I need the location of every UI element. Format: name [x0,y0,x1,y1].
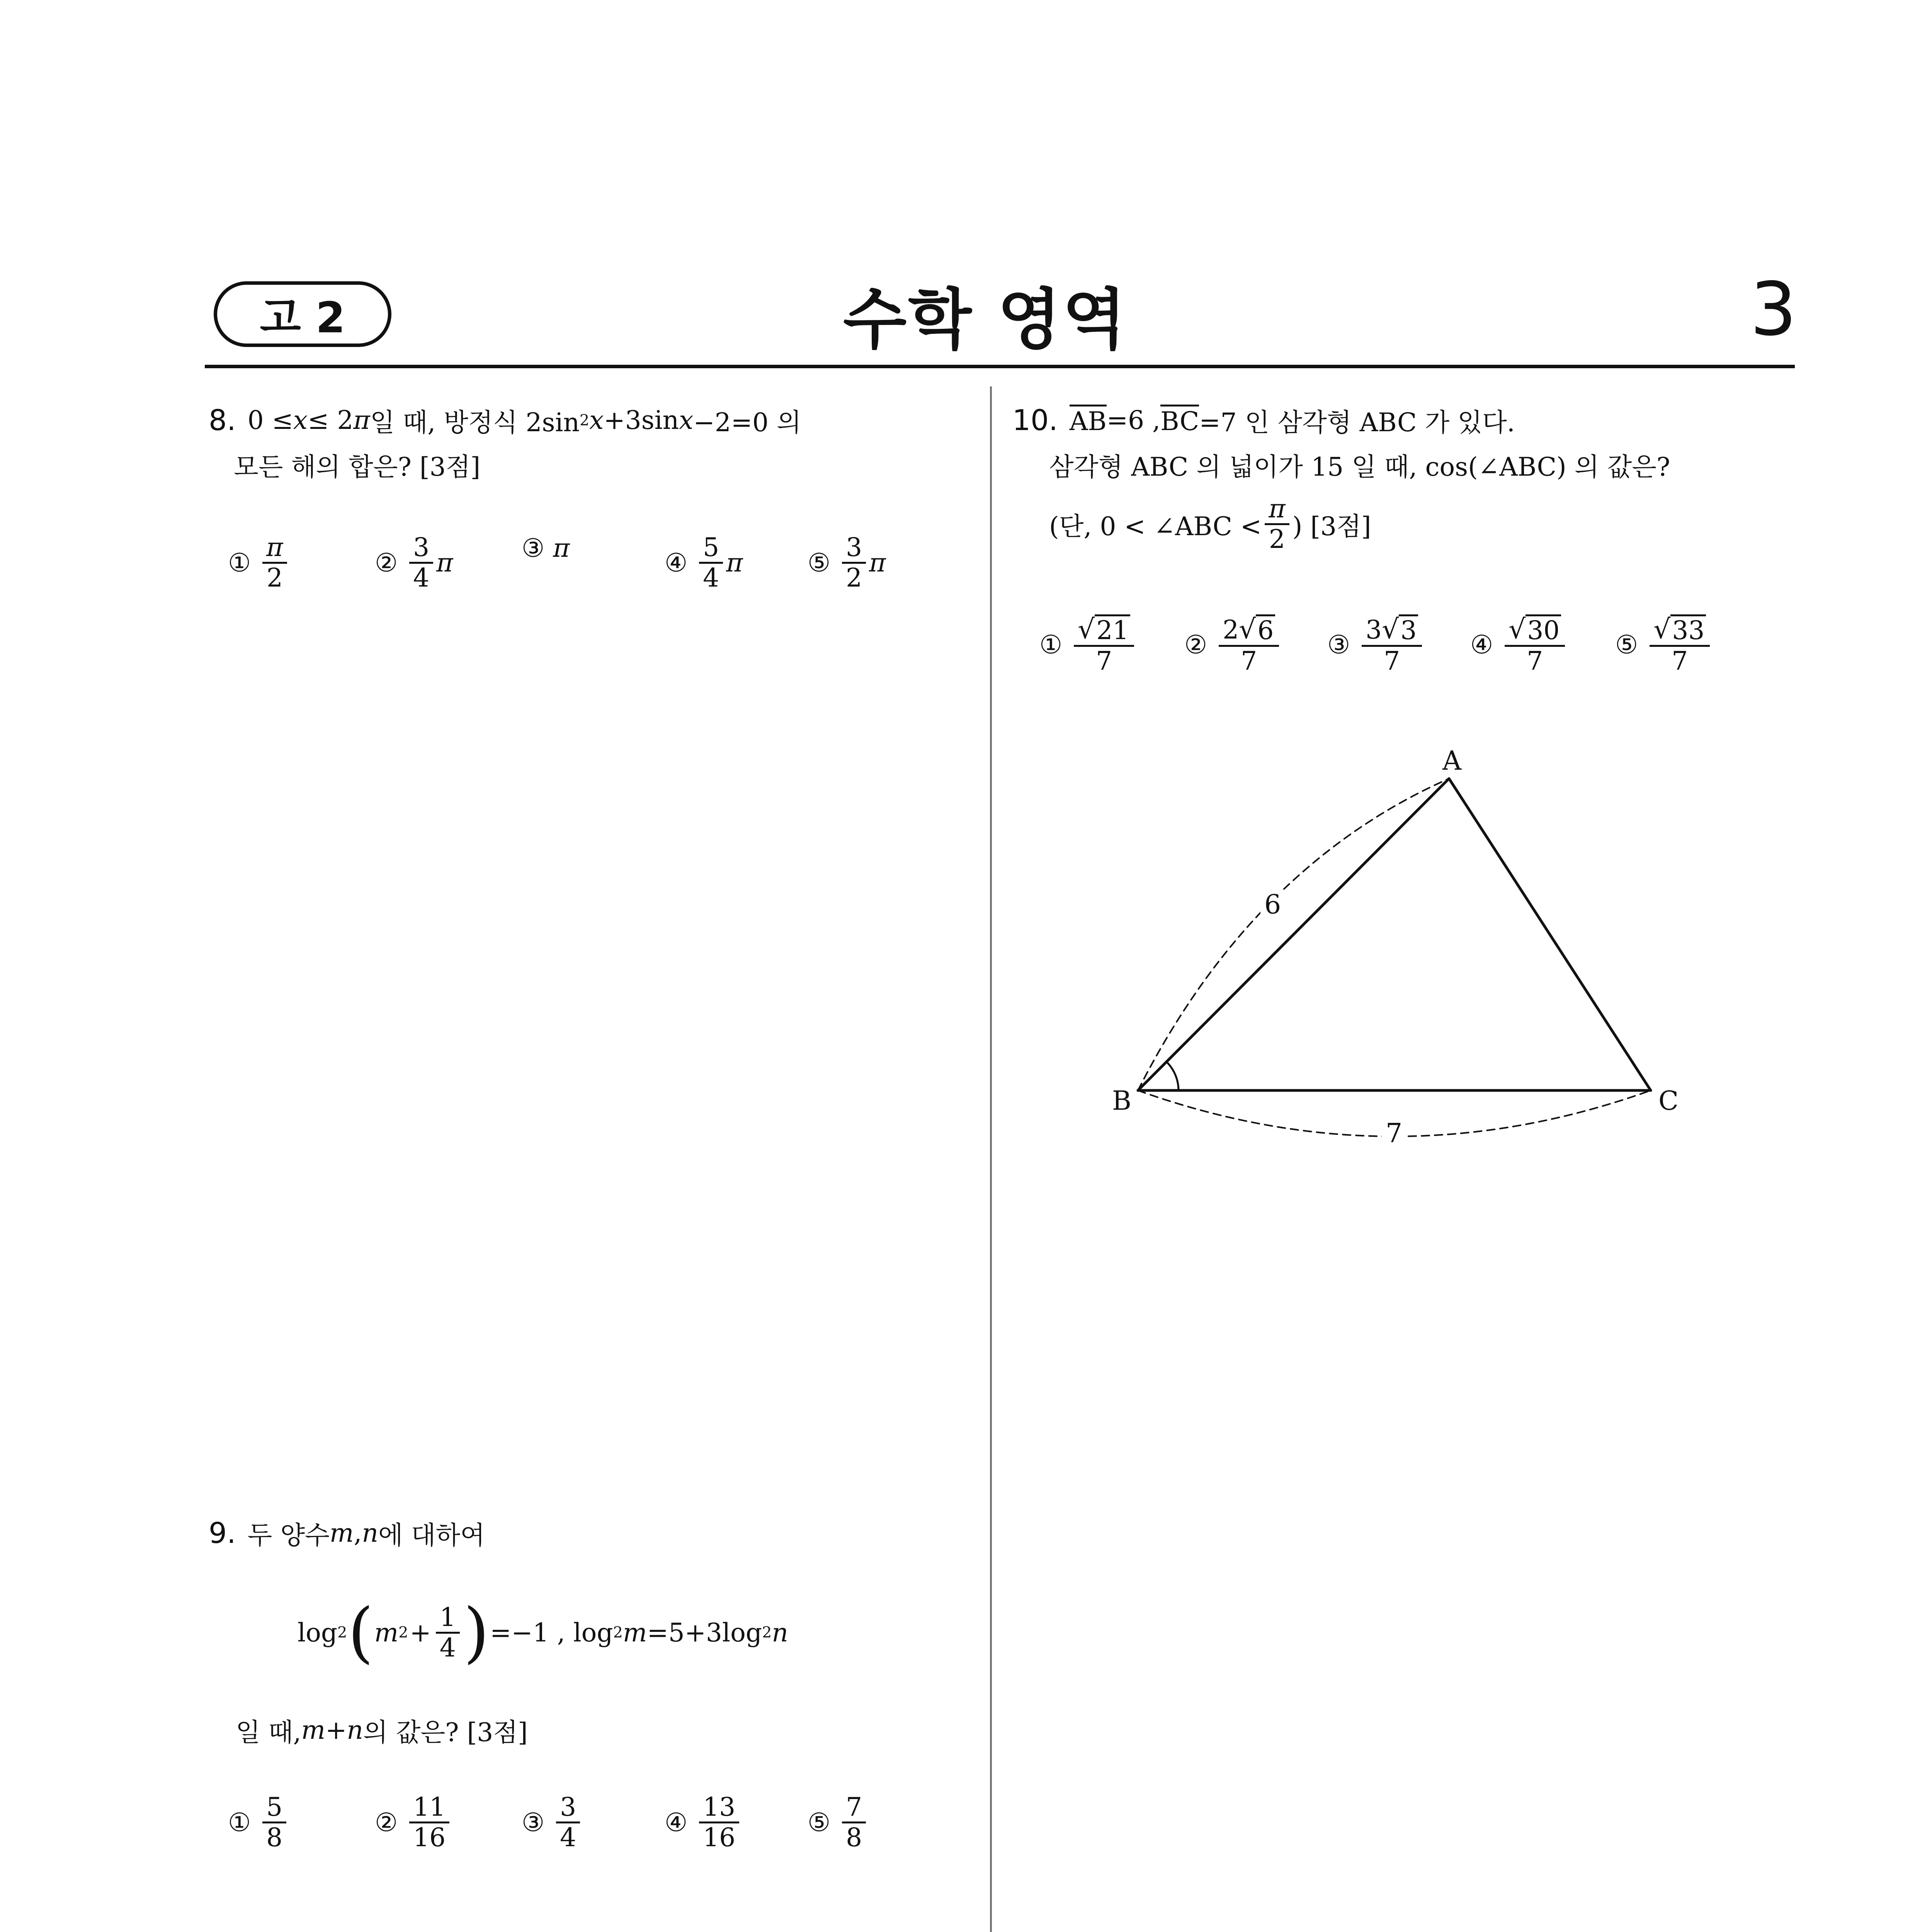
q8-var-x: x [589,405,604,435]
var-m: m [374,1617,399,1648]
choice-mark: ① [228,1807,251,1837]
fraction-den: 4 [439,1633,456,1663]
radicand: 21 [1095,614,1130,645]
q9-number: 9. [209,1516,236,1550]
choice-mark: ③ [522,1807,545,1837]
vertex-label-b: B [1112,1086,1131,1116]
fraction-num: 1 [436,1603,460,1634]
q9-var-m: m [329,1518,354,1548]
q9-text: 일 때, [236,1718,301,1747]
radicand: 33 [1670,614,1706,645]
fraction-den: 4 [703,563,719,593]
sqrt-icon: √ [1653,614,1671,645]
grade-badge-text: 고 2 [260,293,345,342]
q8-text: −2=0 의 [693,408,801,437]
q9-equation: log 2 ( m 2 + $\frac{1}{4}$ ) =−1 , log 2 m =5+3log 2 n [298,1594,788,1671]
coefficient: 3 [1366,615,1382,645]
q10-text: (단, 0 < ∠ABC < [1049,511,1262,541]
choice-mark: ④ [665,548,688,578]
fraction-den: 7 [1527,646,1543,676]
var-n: n [772,1617,788,1648]
var-m: m [622,1617,647,1648]
choice-mark: ③ [1327,630,1350,660]
q8-number: 8. [209,403,236,437]
choice-mark: ③ [522,533,545,563]
q8-text: ≤ 2 [308,405,354,435]
q8-text: 일 때, 방정식 2sin [370,408,580,437]
choice-mark: ⑤ [1615,630,1638,660]
equation-text: =5+3log [647,1617,762,1648]
segment-bc: BC [1160,405,1199,436]
side-label-ab: 6 [1264,889,1281,920]
fraction-den: 16 [413,1822,446,1852]
segment-ab: AB [1070,405,1107,436]
choice-mark: ④ [665,1807,688,1837]
choice-mark: ⑤ [808,1807,831,1837]
fraction-den: 16 [703,1822,736,1852]
q8-text: +3sin [604,405,679,435]
pi-symbol: π [553,533,570,563]
q10-text: ) [3점] [1292,511,1371,541]
fraction-den: 7 [1241,646,1257,676]
sqrt-icon: √ [1239,614,1256,645]
angle-b-arc-icon [1167,1062,1179,1090]
pi-symbol: π [436,548,453,578]
fraction-num: π [262,533,287,564]
vertex-label-a: A [1442,746,1462,776]
sqrt-icon: √ [1509,614,1526,645]
fraction-num: 3 [409,533,433,564]
plus-sign: + [410,1617,431,1648]
choice-mark: ① [1039,630,1063,660]
equation-text: =−1 , log [490,1617,613,1648]
fraction-num: 5 [699,533,723,564]
q9-expr: m+n [301,1715,363,1745]
fraction-den: 8 [266,1822,283,1852]
q8-stem-line2: 모든 해의 합은? [3점] [234,452,481,482]
radicand: 30 [1526,614,1561,645]
q8-text: 0 ≤ [247,405,293,435]
choice-mark: ② [1184,630,1208,660]
q10-number: 10. [1012,403,1058,437]
page-number: 3 [1750,267,1797,352]
fraction-num: π [1265,495,1289,525]
fraction-num: 11 [409,1793,449,1823]
fraction-num: 7 [842,1793,866,1823]
fraction-den: 4 [413,563,430,593]
q8-pi: π [353,405,370,435]
sqrt-icon: √ [1382,614,1399,645]
fraction-num: 13 [699,1793,739,1823]
choice-mark: ① [228,548,251,578]
side-label-bc: 7 [1386,1118,1403,1149]
q8-stem-line1: 8. 0 ≤ x ≤ 2 π 일 때, 방정식 2sin 2 x +3sin x −2=0 의 [209,402,801,439]
radicand: 3 [1399,614,1418,645]
close-paren: ) [463,1594,490,1671]
choice-mark: ⑤ [808,548,831,578]
choice-mark: ② [375,1807,398,1837]
log-text: log [298,1617,338,1648]
coefficient: 2 [1223,615,1239,645]
fraction-num: 3 [556,1793,580,1823]
pi-symbol: π [869,548,886,578]
fraction-num: 5 [262,1793,286,1823]
fraction-den: 2 [1269,524,1285,554]
side-ac [1449,779,1651,1090]
q8-var-x: x [293,405,308,435]
fraction-den: 2 [266,563,283,593]
fraction-num: 3 [842,533,866,564]
q10-text: =6 , [1106,405,1161,435]
fraction-den: 7 [1672,646,1688,676]
choice-mark: ④ [1470,630,1493,660]
sqrt-icon: √ [1078,614,1095,645]
fraction-den: 2 [846,563,862,593]
side-ab [1138,779,1449,1090]
q8-var-x: x [679,405,694,435]
pi-symbol: π [726,548,743,578]
q9-text: 에 대하여 [378,1520,485,1550]
vertex-label-c: C [1658,1086,1679,1116]
radicand: 6 [1256,614,1275,645]
choice-mark: ② [375,548,398,578]
subject-title: 수학 영역 [843,282,1128,358]
fraction-den: 4 [560,1822,577,1852]
q9-text: 의 값은? [3점] [363,1718,528,1747]
open-paren: ( [348,1594,374,1671]
q10-stem-line2: 삼각형 ABC 의 넓이가 15 일 때, cos(∠ABC) 의 값은? [1049,452,1670,482]
q9-var-n: n [362,1518,378,1548]
fraction-den: 8 [846,1822,862,1852]
fraction-den: 7 [1384,646,1400,676]
q9-text: , [354,1518,362,1548]
q9-text: 두 양수 [247,1520,330,1550]
fraction-den: 7 [1096,646,1112,676]
q10-text: =7 인 삼각형 ABC 가 있다. [1199,408,1515,437]
